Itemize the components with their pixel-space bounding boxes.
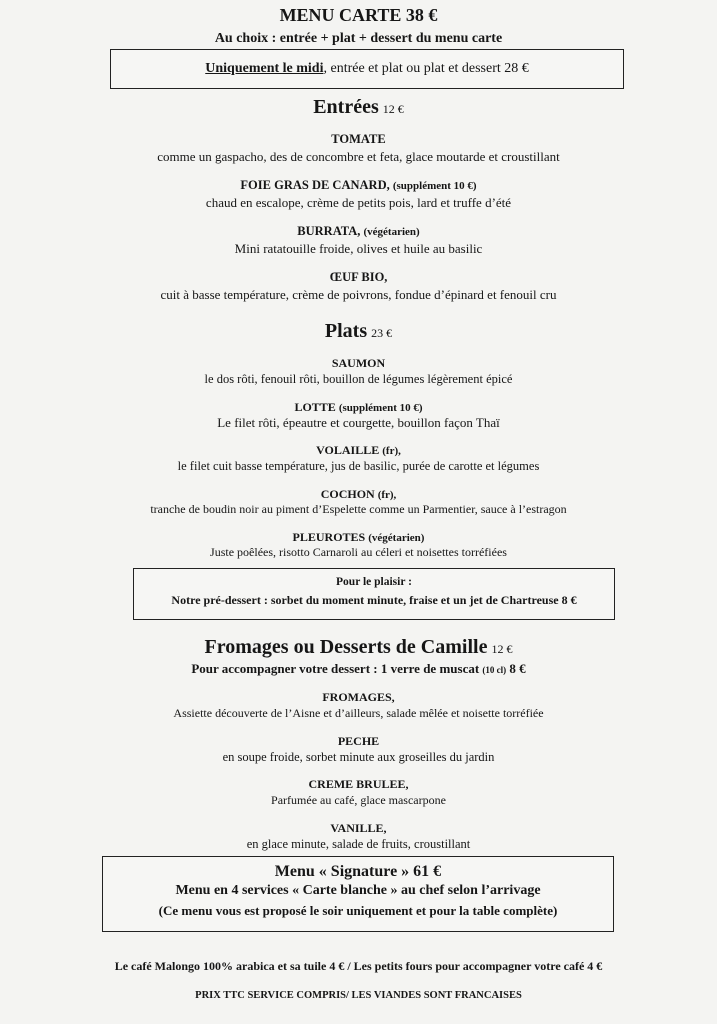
desserts-price: 12 € — [491, 642, 513, 656]
lunch-note-underlined: Uniquement le midi — [205, 61, 324, 76]
entree-name: FOIE GRAS DE CANARD, (supplément 10 €) — [240, 178, 477, 192]
plat-name: COCHON (fr), — [320, 487, 397, 501]
plats-price: 23 € — [371, 326, 393, 340]
dessert-name: FROMAGES, — [322, 690, 395, 704]
menu-subtitle: Au choix : entrée + plat + dessert du menu carte — [214, 31, 503, 46]
plats-heading-label: Plats — [324, 320, 368, 342]
signature-line2: (Ce menu vous est proposé le soir uniquement et pour la table complète) — [158, 903, 558, 918]
dessert-name: CREME BRULEE, — [308, 777, 409, 791]
pre-dessert-desc: Notre pré-dessert : sorbet du moment minute, fraise et un jet de Chartreuse 8 € — [171, 593, 577, 607]
plat-desc: Juste poêlées, risotto Carnaroli au céleri et noisettes torréfiées — [210, 545, 507, 559]
entree-desc: comme un gaspacho, des de concombre et feta, glace moutarde et croustillant — [157, 149, 560, 164]
desserts-heading — [0, 636, 717, 659]
plat-desc: le dos rôti, fenouil rôti, bouillon de légumes légèrement épicé — [204, 372, 513, 386]
plat-desc: le filet cuit basse température, jus de basilic, purée de carotte et légumes — [177, 459, 540, 473]
menu-title: MENU CARTE 38 € — [279, 5, 438, 25]
plat-desc: tranche de boudin noir au piment d’Espelette comme un Parmentier, sauce à l’estragon — [150, 502, 567, 516]
dessert-desc: Assiette découverte de l’Aisne et d’ailleurs, salade mêlée et noisette torréfiée — [173, 706, 544, 720]
entree-name: ŒUF BIO, — [329, 270, 388, 284]
entree-name: TOMATE — [331, 132, 386, 146]
coffee-note: Le café Malongo 100% arabica et sa tuile 4 € / Les petits fours pour accompagner votre café 4 € — [114, 959, 603, 973]
entree-desc: cuit à basse température, crème de poivrons, fondue d’épinard et fenouil cru — [160, 287, 557, 302]
entree-desc: chaud en escalope, crème de petits pois, lard et truffe d’été — [205, 195, 512, 210]
lunch-note — [111, 50, 623, 88]
desserts-heading-label: Fromages ou Desserts de Camille — [204, 636, 488, 658]
entrees-heading — [0, 96, 717, 119]
plat-name: SAUMON — [331, 356, 386, 370]
entree-name: BURRATA, (végétarien) — [297, 224, 420, 238]
dessert-desc: en glace minute, salade de fruits, croustillant — [246, 837, 471, 851]
plat-desc: Le filet rôti, épeautre et courgette, bouillon façon Thaï — [217, 415, 500, 430]
lunch-note-rest: , entrée et plat ou plat et dessert 28 € — [323, 61, 529, 76]
muscat-offer: Pour accompagner votre dessert : 1 verre de muscat (10 cl) 8 € — [191, 661, 526, 676]
entree-desc: Mini ratatouille froide, olives et huile au basilic — [234, 241, 483, 256]
legal-note: PRIX TTC SERVICE COMPRIS/ LES VIANDES SONT FRANCAISES — [195, 990, 522, 1001]
signature-box — [102, 856, 614, 932]
dessert-name: PECHE — [337, 734, 380, 748]
pre-dessert-label: Pour le plaisir : — [336, 576, 412, 588]
plat-name: LOTTE (supplément 10 €) — [294, 400, 423, 414]
plat-name: PLEUROTES (végétarien) — [292, 530, 425, 544]
pre-dessert-box — [133, 568, 615, 620]
signature-line1: Menu en 4 services « Carte blanche » au chef selon l’arrivage — [175, 883, 541, 898]
plat-name: VOLAILLE (fr), — [316, 443, 401, 457]
dessert-desc: Parfumée au café, glace mascarpone — [271, 793, 446, 807]
plats-heading — [0, 320, 717, 343]
entrees-price: 12 € — [382, 102, 404, 116]
signature-title: Menu « Signature » 61 € — [274, 863, 442, 880]
entrees-heading-label: Entrées — [313, 96, 379, 118]
lunch-note-box — [110, 49, 624, 89]
dessert-desc: en soupe froide, sorbet minute aux groseilles du jardin — [222, 750, 495, 764]
dessert-name: VANILLE, — [330, 821, 387, 835]
